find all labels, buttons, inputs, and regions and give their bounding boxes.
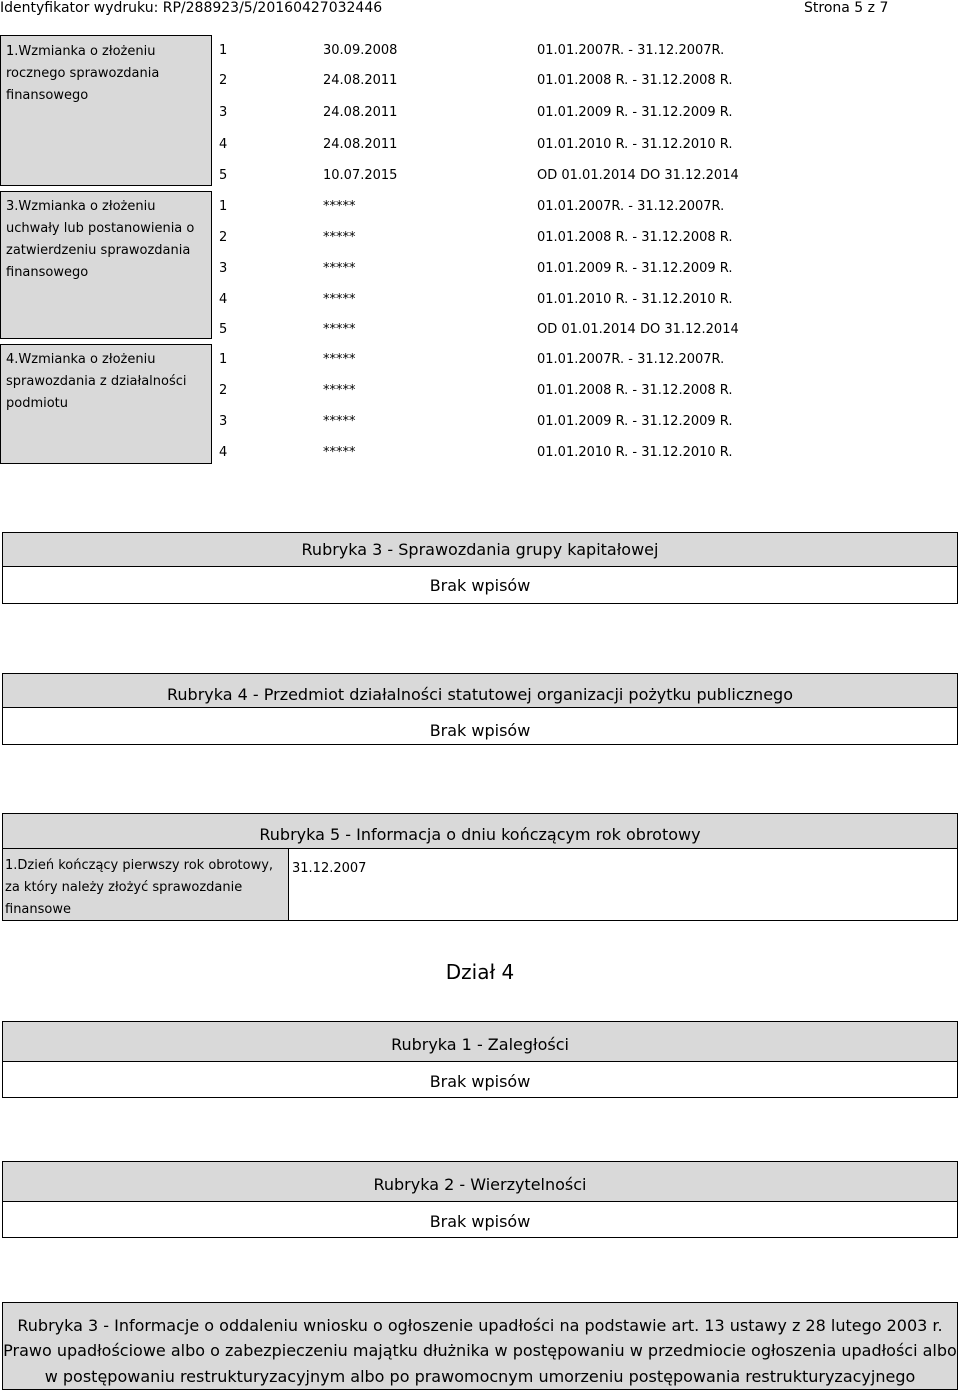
row-number: 4	[219, 137, 228, 152]
row-date: *****	[323, 352, 356, 367]
row-number: 3	[219, 414, 228, 429]
row-number: 2	[219, 230, 228, 245]
row-period: 01.01.2007R. - 31.12.2007R.	[537, 199, 725, 214]
d4-rubryka-1-body	[2, 1061, 958, 1098]
page-number: Strona 5 z 7	[804, 0, 889, 16]
row-period: 01.01.2010 R. - 31.12.2010 R.	[537, 445, 733, 460]
row-period: 01.01.2008 R. - 31.12.2008 R.	[537, 73, 733, 88]
d4-rubryka-3-line-3: w postępowaniu restrukturyzacyjnym albo po prawomocnym umorzeniu postępowania restrukturyzacyjnego	[44, 1367, 916, 1386]
rubryka-5-field-value: 31.12.2007	[292, 861, 367, 876]
group-1-label-cell	[0, 35, 212, 186]
rubryka-3-title: Rubryka 3 - Sprawozdania grupy kapitałowej	[301, 540, 659, 559]
d4-rubryka-1-title: Rubryka 1 - Zaległości	[391, 1035, 569, 1054]
row-date: *****	[323, 383, 356, 398]
dzial-4-title: Dział 4	[445, 960, 515, 984]
row-number: 1	[219, 199, 228, 214]
row-date: 24.08.2011	[323, 73, 398, 88]
d4-rubryka-2-header	[2, 1161, 958, 1202]
rubryka-5-field-label: 1.Dzień kończący pierwszy rok obrotowy, za który należy złożyć sprawozdanie finansowe	[5, 858, 274, 917]
row-date: *****	[323, 445, 356, 460]
row-period: 01.01.2009 R. - 31.12.2009 R.	[537, 414, 733, 429]
d4-rubryka-1-header	[2, 1021, 958, 1062]
row-period: 01.01.2010 R. - 31.12.2010 R.	[537, 292, 733, 307]
row-date: *****	[323, 322, 356, 337]
row-number: 2	[219, 383, 228, 398]
d4-rubryka-3-line-1: Rubryka 3 - Informacje o oddaleniu wniosku o ogłoszenie upadłości na podstawie art. 13 ustawy z 28 lutego 2003 r.	[17, 1316, 943, 1335]
d4-rubryka-2-body	[2, 1201, 958, 1238]
row-period: 01.01.2007R. - 31.12.2007R.	[537, 352, 725, 367]
row-date: 10.07.2015	[323, 168, 398, 183]
rubryka-4-empty: Brak wpisów	[429, 721, 531, 740]
row-period: 01.01.2008 R. - 31.12.2008 R.	[537, 383, 733, 398]
rubryka-5-field-value-cell	[288, 848, 958, 921]
row-date: *****	[323, 230, 356, 245]
d4-rubryka-2-empty: Brak wpisów	[429, 1212, 531, 1231]
d4-rubryka-2-title: Rubryka 2 - Wierzytelności	[373, 1175, 587, 1194]
row-period: 01.01.2007R. - 31.12.2007R.	[537, 43, 725, 58]
group-3-label: 3.Wzmianka o złożeniu uchwały lub postanowienia o zatwierdzeniu sprawozdania finansowego	[6, 199, 195, 280]
row-date: *****	[323, 414, 356, 429]
row-period: OD 01.01.2014 DO 31.12.2014	[537, 168, 739, 183]
rubryka-5-header	[2, 813, 958, 849]
row-date: *****	[323, 261, 356, 276]
row-period: 01.01.2010 R. - 31.12.2010 R.	[537, 137, 733, 152]
rubryka-5-title: Rubryka 5 - Informacja o dniu kończącym rok obrotowy	[259, 825, 701, 844]
row-number: 5	[219, 322, 228, 337]
rubryka-3-header	[2, 532, 958, 567]
row-period: 01.01.2009 R. - 31.12.2009 R.	[537, 105, 733, 120]
row-date: 24.08.2011	[323, 105, 398, 120]
row-number: 4	[219, 445, 228, 460]
rubryka-3-body	[2, 566, 958, 604]
d4-rubryka-3-line-2: Prawo upadłościowe albo o zabezpieczeniu majątku dłużnika w postępowaniu w przedmiocie ogłoszenia upadłości albo	[3, 1341, 957, 1360]
row-date: 30.09.2008	[323, 43, 398, 58]
rubryka-4-body	[2, 707, 958, 745]
row-period: 01.01.2008 R. - 31.12.2008 R.	[537, 230, 733, 245]
group-4-label: 4.Wzmianka o złożeniu sprawozdania z działalności podmiotu	[6, 352, 187, 411]
row-number: 1	[219, 352, 228, 367]
d4-rubryka-1-empty: Brak wpisów	[429, 1072, 531, 1091]
rubryka-4-header	[2, 673, 958, 708]
group-3-label-cell	[0, 191, 212, 339]
row-date: 24.08.2011	[323, 137, 398, 152]
row-date: *****	[323, 292, 356, 307]
row-number: 2	[219, 73, 228, 88]
rubryka-4-title: Rubryka 4 - Przedmiot działalności statutowej organizacji pożytku publicznego	[167, 685, 793, 704]
row-number: 5	[219, 168, 228, 183]
group-4-label-cell	[0, 344, 212, 464]
d4-rubryka-3-header	[2, 1302, 958, 1390]
row-date: *****	[323, 199, 356, 214]
rubryka-3-empty: Brak wpisów	[429, 576, 531, 595]
print-identifier: Identyfikator wydruku: RP/288923/5/20160427032446	[0, 0, 383, 16]
row-number: 3	[219, 105, 228, 120]
row-number: 3	[219, 261, 228, 276]
row-period: OD 01.01.2014 DO 31.12.2014	[537, 322, 739, 337]
rubryka-5-field-label-cell	[2, 848, 289, 921]
row-number: 1	[219, 43, 228, 58]
row-number: 4	[219, 292, 228, 307]
group-1-label: 1.Wzmianka o złożeniu rocznego sprawozdania finansowego	[6, 44, 160, 103]
row-period: 01.01.2009 R. - 31.12.2009 R.	[537, 261, 733, 276]
